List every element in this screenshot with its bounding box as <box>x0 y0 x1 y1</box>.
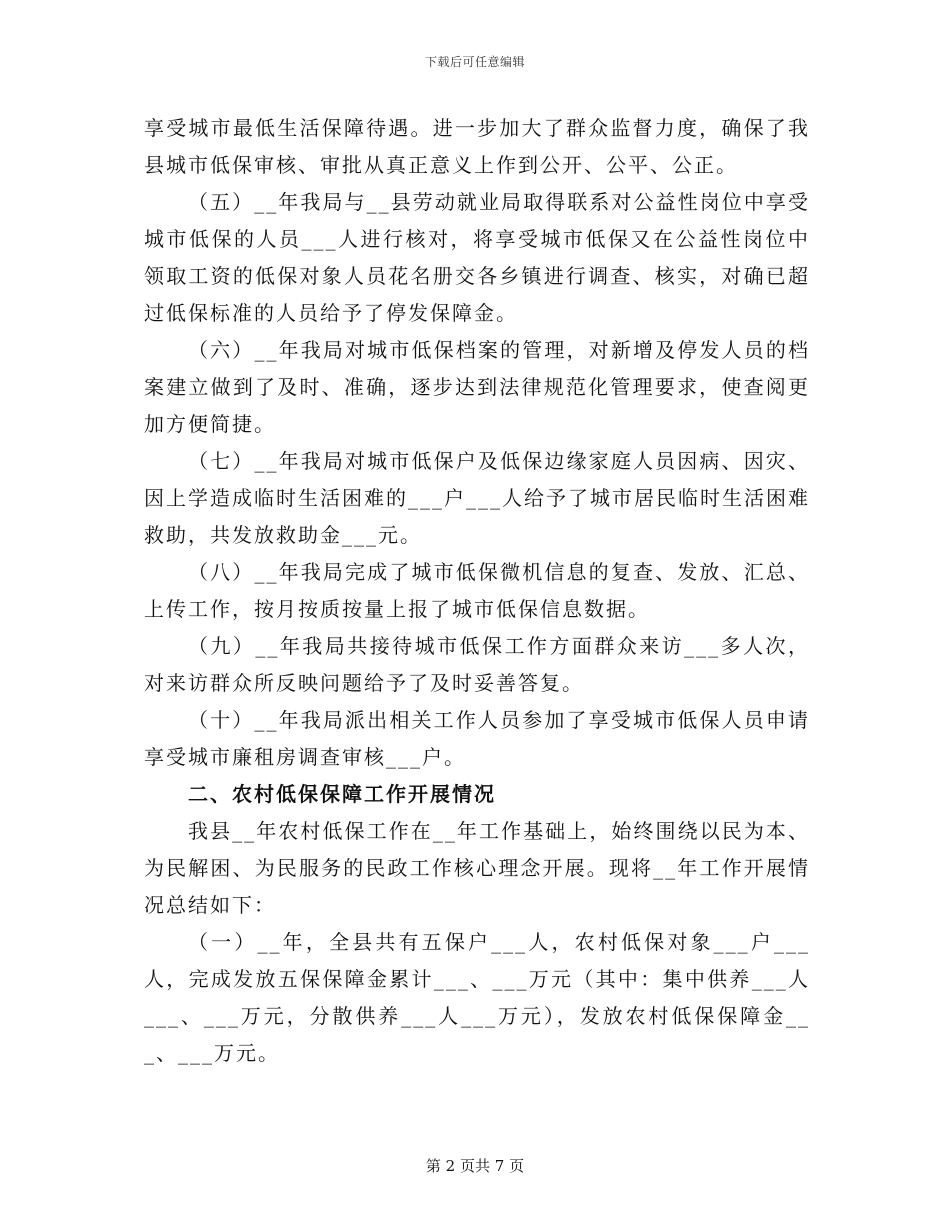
paragraph-item-6: （六）__年我局对城市低保档案的管理，对新增及停发人员的档案建立做到了及时、准确，逐步达到法律规范化管理要求，使查阅更加方便简捷。 <box>144 338 810 436</box>
section-item-1: （一）__年，全县共有五保户___人，农村低保对象___户___人，完成发放五保保障金累计___、___万元（其中：集中供养___人___、___万元，分散供养___人___万元），发放农村低保保障金___、___万元。 <box>144 930 810 1065</box>
paragraph-continuation: 享受城市最低生活保障待遇。进一步加大了群众监督力度，确保了我县城市低保审核、审批从真正意义上作到公开、公平、公正。 <box>144 116 810 177</box>
paragraph-item-10: （十）__年我局派出相关工作人员参加了享受城市低保人员申请享受城市廉租房调查审核___户。 <box>144 708 810 769</box>
paragraph-item-8: （八）__年我局完成了城市低保微机信息的复查、发放、汇总、上传工作，按月按质按量上报了城市低保信息数据。 <box>144 560 810 621</box>
paragraph-item-5: （五）__年我局与__县劳动就业局取得联系对公益性岗位中享受城市低保的人员___人进行核对，将享受城市低保又在公益性岗位中领取工资的低保对象人员花名册交各乡镇进行调查、核实，对确已超过低保标准的人员给予了停发保障金。 <box>144 190 810 325</box>
document-body <box>144 110 810 1072</box>
page-header: 下载后可任意编辑 <box>424 55 525 69</box>
section-intro-paragraph: 我县__年农村低保工作在__年工作基础上，始终围绕以民为本、为民解困、为民服务的民政工作核心理念开展。现将__年工作开展情况总结如下： <box>144 819 810 917</box>
section-heading: 二、农村低保保障工作开展情况 <box>188 782 496 806</box>
page-footer: 第 2 页共 7 页 <box>425 1157 525 1175</box>
paragraph-item-7: （七）__年我局对城市低保户及低保边缘家庭人员因病、因灾、因上学造成临时生活困难的___户___人给予了城市居民临时生活困难救助，共发放救助金___元。 <box>144 449 810 547</box>
paragraph-item-9: （九）__年我局共接待城市低保工作方面群众来访___多人次，对来访群众所反映问题给予了及时妥善答复。 <box>144 634 810 695</box>
